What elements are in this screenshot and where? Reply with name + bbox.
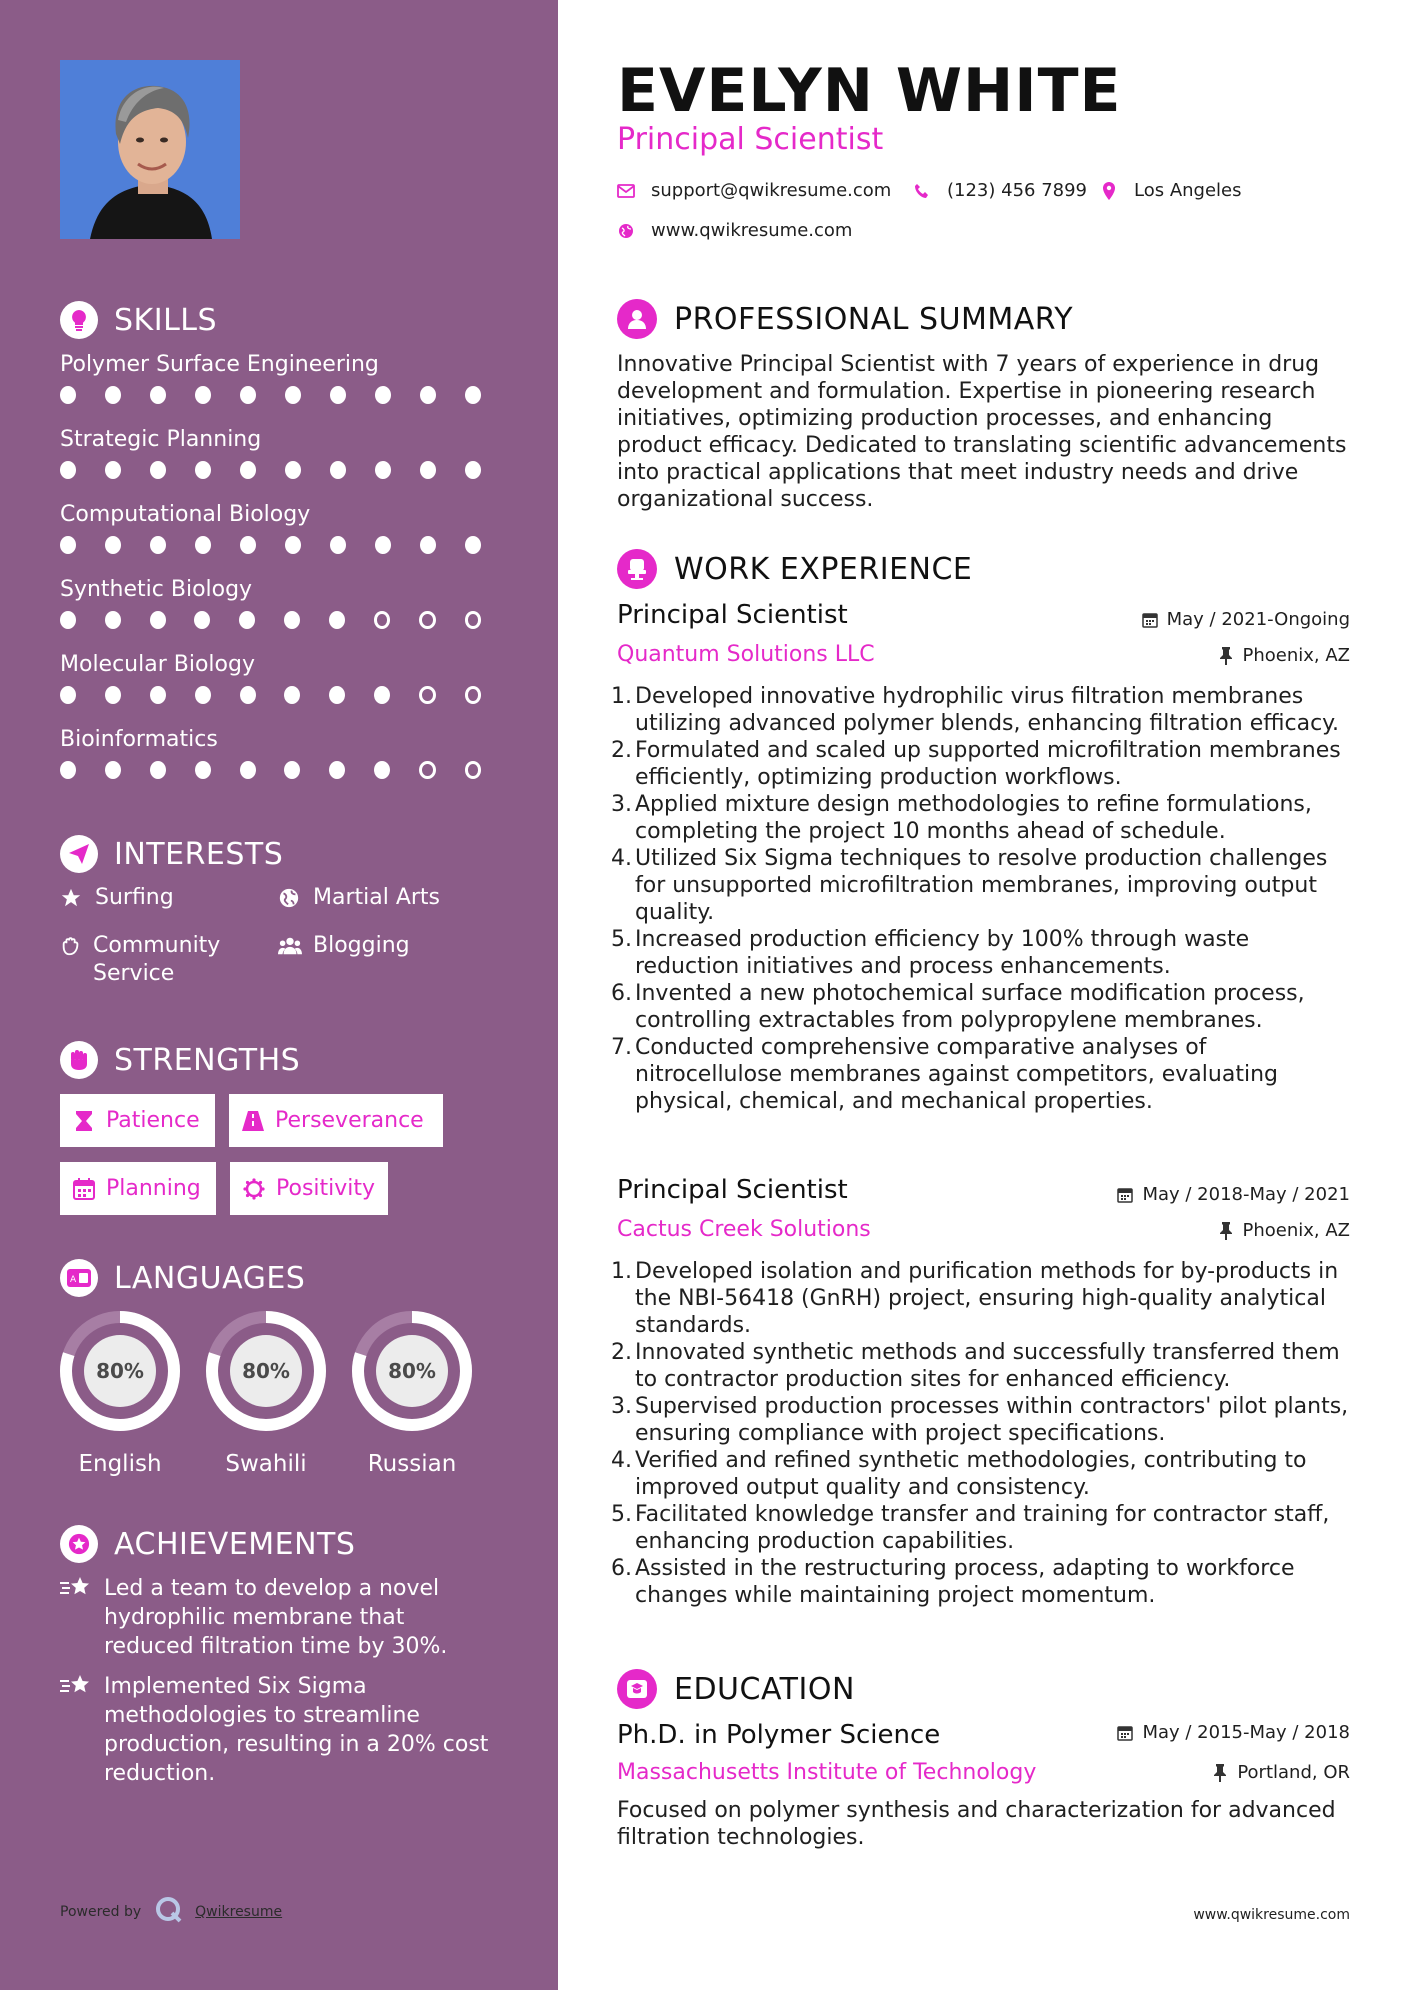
rating-dot-filled <box>60 536 76 554</box>
fist-icon <box>60 1041 98 1079</box>
language-name: Russian <box>367 1451 457 1477</box>
achievements-heading <box>60 1524 355 1564</box>
rating-dot-filled <box>60 461 76 479</box>
skills-heading <box>60 300 217 340</box>
skill-rating <box>60 386 510 404</box>
rating-dot-filled <box>420 386 436 404</box>
skill-name: Strategic Planning <box>60 427 262 452</box>
road-icon <box>241 1109 265 1133</box>
rating-dot-filled <box>285 536 301 554</box>
interests-heading <box>60 834 283 874</box>
job-dates <box>1116 1184 1350 1205</box>
qwikresume-link[interactable]: Qwikresume <box>195 1904 283 1920</box>
rating-dot-filled <box>374 686 390 704</box>
language-item <box>350 1309 474 1477</box>
strength-label: Planning <box>106 1176 201 1201</box>
degree-title: Ph.D. in Polymer Science <box>617 1720 941 1750</box>
users-icon <box>278 932 302 960</box>
strength-badge <box>229 1094 443 1147</box>
job-bullets <box>617 1258 1357 1609</box>
skill-name: Molecular Biology <box>60 652 255 677</box>
job-dates-text: May / 2018-May / 2021 <box>1142 1184 1350 1205</box>
pushpin-icon <box>1211 1764 1229 1782</box>
paper-plane-icon <box>60 835 98 873</box>
powered-by <box>60 1896 282 1928</box>
svg-text:A: A <box>70 1275 77 1285</box>
skill-item <box>60 577 510 629</box>
strength-badge <box>60 1094 215 1147</box>
language-percent: 80% <box>242 1359 290 1383</box>
rating-dot-filled <box>105 686 121 704</box>
job-dates <box>1141 609 1350 630</box>
education-dates-text: May / 2015-May / 2018 <box>1142 1722 1350 1743</box>
rating-dot-filled <box>150 536 166 554</box>
interest-item <box>278 884 440 912</box>
rating-dot-filled <box>150 611 166 629</box>
rating-dot-filled <box>284 761 300 779</box>
skill-rating <box>60 536 510 554</box>
summary-heading <box>617 298 1073 340</box>
rating-dot-filled <box>195 386 211 404</box>
interest-item <box>278 932 410 960</box>
languages-heading <box>60 1258 305 1298</box>
graduation-icon <box>617 1669 657 1709</box>
rating-dot-filled <box>375 461 391 479</box>
contact-website[interactable] <box>617 220 852 241</box>
skill-rating <box>60 686 510 704</box>
skill-name: Computational Biology <box>60 502 311 527</box>
rating-dot-filled <box>330 461 346 479</box>
website-text: www.qwikresume.com <box>651 220 853 241</box>
rating-dot-filled <box>240 386 256 404</box>
skill-name: Bioinformatics <box>60 727 218 752</box>
rating-dot-filled <box>195 761 211 779</box>
rating-dot-filled <box>330 386 346 404</box>
rating-dot-empty <box>465 611 482 629</box>
rating-dot-filled <box>60 686 76 704</box>
rating-dot-filled <box>330 536 346 554</box>
user-icon <box>617 299 657 339</box>
lightbulb-icon <box>60 301 98 339</box>
interest-label: Blogging <box>313 933 410 958</box>
rating-dot-filled <box>105 536 121 554</box>
phone-text: (123) 456 7899 <box>947 180 1088 201</box>
skills-title: SKILLS <box>114 302 218 338</box>
contact-phone[interactable] <box>913 180 1087 201</box>
job-bullets <box>617 683 1357 1115</box>
pushpin-icon <box>1217 647 1235 665</box>
rating-dot-empty <box>374 611 391 629</box>
skill-rating <box>60 611 510 629</box>
profile-photo <box>60 60 240 239</box>
language-name: English <box>78 1451 162 1477</box>
rating-dot-filled <box>105 386 121 404</box>
rating-dot-filled <box>240 461 256 479</box>
language-icon <box>60 1259 98 1297</box>
job-bullet: Developed innovative hydrophilic virus filtration membranes utilizing advanced polymer blends, enhancing filtration efficacy. <box>635 684 1340 736</box>
rating-dot-filled <box>465 536 481 554</box>
globe-icon <box>278 884 302 912</box>
summary-title: PROFESSIONAL SUMMARY <box>674 301 1074 337</box>
achievement-item <box>60 1574 500 1661</box>
rating-dot-filled <box>465 461 481 479</box>
interest-label: Martial Arts <box>313 885 441 910</box>
job-location-text: Phoenix, AZ <box>1242 645 1350 666</box>
rating-dot-filled <box>150 761 166 779</box>
rating-dot-empty <box>465 686 482 704</box>
rating-dot-filled <box>240 761 256 779</box>
strength-label: Patience <box>106 1108 200 1133</box>
rating-dot-filled <box>284 686 300 704</box>
phone-icon <box>913 182 931 200</box>
rating-dot-filled <box>285 386 301 404</box>
rating-dot-filled <box>239 611 255 629</box>
badge-star-icon <box>60 1525 98 1563</box>
interest-item <box>60 884 174 912</box>
company-name: Cactus Creek Solutions <box>617 1217 871 1242</box>
education-location-text: Portland, OR <box>1237 1762 1350 1783</box>
languages-title: LANGUAGES <box>114 1260 306 1296</box>
calendar-icon <box>72 1177 96 1201</box>
language-item <box>204 1309 328 1477</box>
language-percent: 80% <box>388 1359 436 1383</box>
skill-rating <box>60 461 510 479</box>
achievement-text: Implemented Six Sigma methodologies to streamline production, resulting in a 20% cost reduction. <box>104 1674 489 1786</box>
language-name: Swahili <box>225 1451 307 1477</box>
rating-dot-filled <box>105 461 121 479</box>
interest-label: Surfing <box>95 885 174 910</box>
rating-dot-filled <box>329 611 345 629</box>
rating-dot-filled <box>195 536 211 554</box>
location-text: Los Angeles <box>1134 180 1242 201</box>
pushpin-icon <box>1217 1222 1235 1240</box>
job-bullet: Formulated and scaled up supported microfiltration membranes efficiently, optimizing production workflows. <box>635 738 1341 790</box>
powered-by-label: Powered by <box>60 1904 142 1920</box>
candidate-name: EVELYN WHITE <box>617 56 1122 126</box>
education-dates <box>1116 1722 1350 1743</box>
rating-dot-filled <box>375 386 391 404</box>
globe-icon <box>617 222 635 240</box>
job-dates-text: May / 2021-Ongoing <box>1166 609 1350 630</box>
education-title: EDUCATION <box>674 1671 855 1707</box>
rating-dot-filled <box>329 686 345 704</box>
interests-title: INTERESTS <box>114 836 284 872</box>
job-bullet: Applied mixture design methodologies to refine formulations, completing the project 10 months ahead of schedule. <box>635 792 1312 844</box>
skill-name: Polymer Surface Engineering <box>60 352 379 377</box>
job-bullet: Assisted in the restructuring process, adapting to workforce changes while maintaining project momentum. <box>635 1556 1295 1608</box>
rating-dot-filled <box>60 386 76 404</box>
rating-dot-filled <box>240 686 256 704</box>
shooting-star-icon <box>60 1574 92 1604</box>
job-bullet: Utilized Six Sigma techniques to resolve production challenges for unsupported microfiltration membranes, improving output quality. <box>635 846 1328 925</box>
briefcase-icon <box>617 549 657 589</box>
job-bullet: Increased production efficiency by 100% through waste reduction initiatives and process enhancements. <box>635 927 1250 979</box>
education-description: Focused on polymer synthesis and characterization for advanced filtration technologies. <box>617 1798 1336 1850</box>
job-bullet: Verified and refined synthetic methodologies, contributing to improved output quality and consistency. <box>635 1448 1307 1500</box>
achievement-item <box>60 1672 500 1788</box>
rating-dot-filled <box>150 386 166 404</box>
job-bullet: Conducted comprehensive comparative analyses of nitrocellulose membranes against competitors, evaluating physical, chemical, and mechanical properties. <box>635 1035 1278 1114</box>
rating-dot-filled <box>105 611 121 629</box>
strengths-heading <box>60 1040 300 1080</box>
rating-dot-empty <box>419 611 436 629</box>
school-name: Massachusetts Institute of Technology <box>617 1760 1037 1785</box>
education-location <box>1211 1762 1350 1783</box>
hand-icon <box>60 932 82 960</box>
skill-item <box>60 652 510 704</box>
shooting-star-icon <box>60 1672 92 1702</box>
job-bullet: Innovated synthetic methods and successfully transferred them to contractor production sites for enhanced efficiency. <box>635 1340 1340 1392</box>
skill-item <box>60 727 510 779</box>
language-percent: 80% <box>96 1359 144 1383</box>
interest-label: Community Service <box>93 933 221 986</box>
rating-dot-filled <box>374 761 390 779</box>
calendar-icon <box>1141 611 1159 629</box>
rating-dot-filled <box>375 536 391 554</box>
strengths-title: STRENGTHS <box>114 1042 301 1078</box>
map-pin-icon <box>1100 182 1118 200</box>
rating-dot-filled <box>420 536 436 554</box>
candidate-role: Principal Scientist <box>617 122 884 157</box>
language-gauge <box>58 1309 182 1433</box>
job-bullet: Invented a new photochemical surface modification process, controlling extractables from polypropylene membranes. <box>635 981 1305 1033</box>
job-bullet: Developed isolation and purification methods for by-products in the NBI-56418 (GnRH) project, ensuring high-quality analytical standards. <box>635 1259 1339 1338</box>
strength-badge <box>60 1162 216 1215</box>
strength-label: Positivity <box>276 1176 376 1201</box>
job-title: Principal Scientist <box>617 600 848 630</box>
company-name: Quantum Solutions LLC <box>617 642 875 667</box>
job-bullet: Facilitated knowledge transfer and training for contractor staff, enhancing production capabilities. <box>635 1502 1330 1554</box>
job-location-text: Phoenix, AZ <box>1242 1220 1350 1241</box>
job-location <box>1217 1220 1351 1241</box>
rating-dot-empty <box>419 686 436 704</box>
rating-dot-filled <box>285 461 301 479</box>
rating-dot-filled <box>194 611 210 629</box>
summary-text: Innovative Principal Scientist with 7 years of experience in drug development and formulation. Expertise in pioneering research initiatives, optimizing production processes, and enhancing product efficacy. Dedicated to translating scientific advancements into practical applications that meet industry needs and drive organizational success. <box>617 352 1347 512</box>
rating-dot-filled <box>195 686 211 704</box>
achievement-text: Led a team to develop a novel hydrophilic membrane that reduced filtration time by 30%. <box>104 1576 448 1659</box>
footer-website[interactable]: www.qwikresume.com <box>1193 1907 1350 1923</box>
calendar-icon <box>1116 1724 1134 1742</box>
rating-dot-filled <box>150 461 166 479</box>
star-icon <box>60 884 84 912</box>
job-location <box>1217 645 1351 666</box>
sidebar <box>0 0 558 1990</box>
calendar-icon <box>1116 1186 1134 1204</box>
education-heading <box>617 1668 855 1710</box>
email-text: support@qwikresume.com <box>651 180 892 201</box>
rating-dot-filled <box>420 461 436 479</box>
main-content <box>617 0 1350 1990</box>
rating-dot-filled <box>60 611 76 629</box>
rating-dot-filled <box>284 611 300 629</box>
rating-dot-filled <box>329 761 345 779</box>
skill-name: Synthetic Biology <box>60 577 253 602</box>
job-bullet: Supervised production processes within contractors' pilot plants, ensuring compliance with project specifications. <box>635 1394 1349 1446</box>
envelope-icon <box>617 182 635 200</box>
language-gauge <box>350 1309 474 1433</box>
contact-location <box>1100 180 1242 201</box>
rating-dot-filled <box>465 386 481 404</box>
skill-item <box>60 427 510 479</box>
interest-item <box>60 932 260 988</box>
rating-dot-filled <box>150 686 166 704</box>
strength-label: Perseverance <box>275 1108 424 1133</box>
language-gauge <box>204 1309 328 1433</box>
rating-dot-filled <box>240 536 256 554</box>
skill-rating <box>60 761 510 779</box>
hourglass-icon <box>72 1109 96 1133</box>
contact-email[interactable] <box>617 180 891 201</box>
achievements-title: ACHIEVEMENTS <box>114 1526 356 1562</box>
rating-dot-filled <box>105 761 121 779</box>
qwikresume-logo-icon <box>155 1896 183 1928</box>
strength-badge <box>230 1162 388 1215</box>
rating-dot-filled <box>60 761 76 779</box>
experience-title: WORK EXPERIENCE <box>674 551 973 587</box>
rating-dot-empty <box>465 761 482 779</box>
skill-item <box>60 352 510 404</box>
job-title: Principal Scientist <box>617 1175 848 1205</box>
rating-dot-filled <box>195 461 211 479</box>
experience-heading <box>617 548 972 590</box>
skill-item <box>60 502 510 554</box>
language-item <box>58 1309 182 1477</box>
rating-dot-empty <box>419 761 436 779</box>
sun-icon <box>242 1177 266 1201</box>
